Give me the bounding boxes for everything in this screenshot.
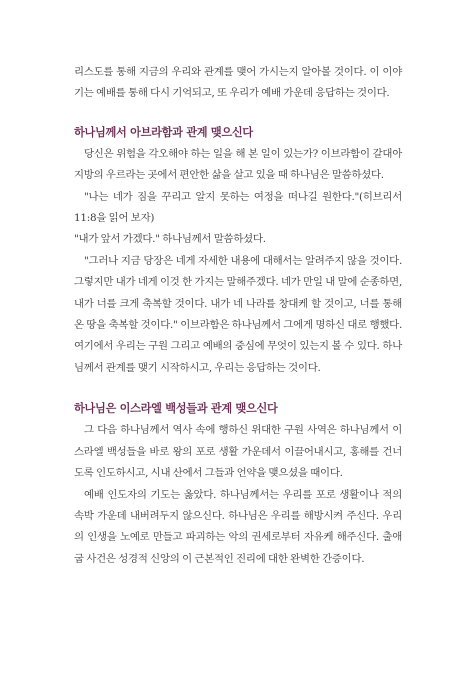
body-paragraph: 당신은 위험을 각오해야 하는 일을 해 본 일이 있는가? 이브라함이 갈대아 지방의 우르라는 곳에서 편안한 삶을 살고 있을 때 하나님은 말씀하셨다. <box>74 147 402 182</box>
section-heading-israel: 하나님은 이스라엘 백성들과 관계 맺으신다 <box>74 402 278 416</box>
body-paragraph: 그 다음 하나님께서 역사 속에 행하신 위대한 구원 사역은 하나님께서 이스라엘 백성들을 바로 왕의 포로 생활 가운데서 이끌어내시고, 홍해를 건너도록 인도하시고, 시내 산에서 그들과 언약을 맺으셨을 때이다. <box>74 424 402 480</box>
body-paragraph: "나는 네가 짐을 꾸리고 알지 못하는 여정을 떠나길 원한다."(히브리서 11:8을 읽어 보자) <box>74 190 402 225</box>
section-gap <box>74 379 402 398</box>
body-paragraph: 예배 인도자의 기도는 옳았다. 하나님께서는 우리를 포로 생활이나 적의 속박 가운데 내버려두지 않으신다. 하나님은 우리를 해방시켜 주신다. 우리의 인생을 노예로 만들고 파괴하는 악의 권세로부터 자유케 해주신다. 출애굽 사건은 성경적 신앙의 이 근본적인 진리에 대한 완벽한 간증이다. <box>74 488 402 565</box>
body-paragraph: "내가 앞서 가겠다." 하나님께서 말씀하셨다. <box>74 233 266 246</box>
page-body <box>74 62 402 570</box>
section-heading-abraham: 하나님께서 아브라함과 관계 맺으신다 <box>74 125 253 139</box>
intro-paragraph: 리스도를 통해 지금의 우리와 관계를 맺어 가시는지 알아볼 것이다. 이 이야기는 예배를 통해 다시 기억되고, 또 우리가 예배 가운데 응답하는 것이다. <box>74 66 402 100</box>
body-paragraph: "그러나 지금 당장은 네게 자세한 내용에 대해서는 알려주지 않을 것이다. 그렇지만 내가 네게 이것 한 가지는 말해주겠다. 네가 만일 내 말에 순종하면, 내가 너를 크게 축복할 것이다. 내가 네 나라를 창대케 할 것이고, 너를 통해 온 땅을 축복할 것이다." 이브라함은 하나님께서 그에게 명하신 대로 행했다. 여기에서 우리는 구원 그리고 예배의 중심에 무엇이 있는지 볼 수 있다. 하나님께서 관계를 맺기 시작하시고, 우리는 응답하는 것이다. <box>74 254 402 374</box>
section-gap <box>74 105 402 122</box>
